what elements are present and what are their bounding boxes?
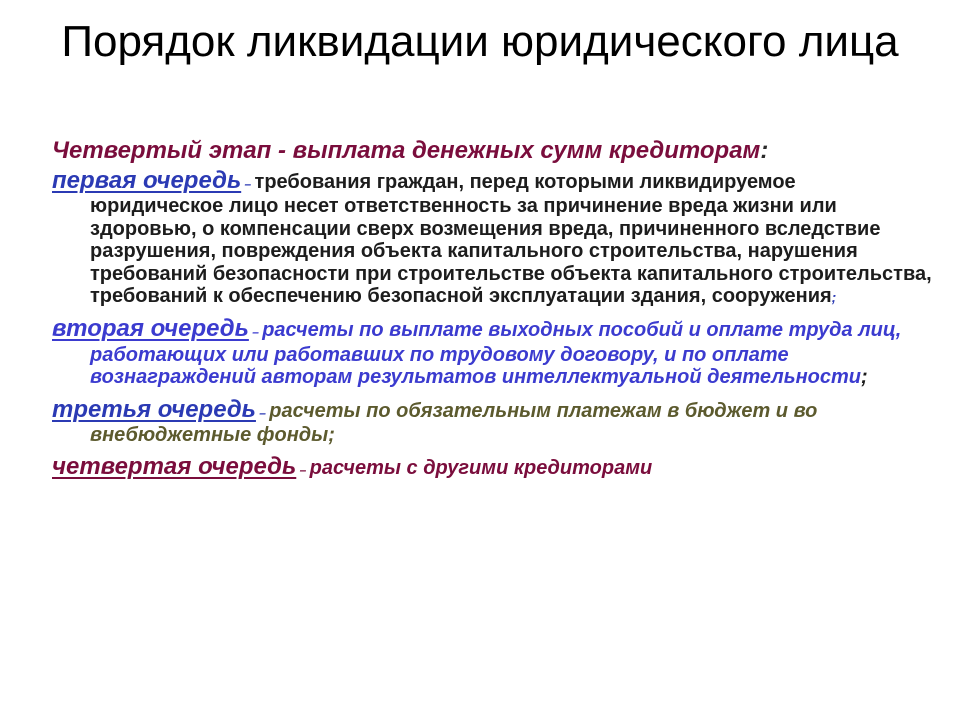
queue-dash-second: – — [248, 325, 263, 340]
queue-label-third: третья очередь — [52, 395, 256, 423]
queue-label-first: первая очередь — [52, 167, 242, 194]
stage-heading-colon: : — [760, 137, 769, 164]
queue-end-second: ; — [861, 366, 868, 389]
queue-item-third — [52, 395, 932, 447]
queue-end-first: ; — [831, 289, 837, 306]
queue-item-fourth — [52, 453, 932, 481]
queue-text-fourth: расчеты с другими кредиторами — [309, 457, 653, 480]
stage-heading — [52, 134, 932, 168]
queue-label-fourth: четвертая очередь — [52, 453, 297, 481]
queue-dash-first: – — [241, 177, 255, 191]
queue-item-first — [52, 167, 932, 308]
queue-end-third: ; — [328, 424, 335, 447]
stage-heading-text: Четвертый этап - выплата денежных сумм кредиторам — [52, 137, 761, 164]
queue-text-second: расчеты по выплате выходных пособий и оплате труда лиц, работающих или работавших по трудовому договору, и по оплате вознаграждений авторам результатов интеллектуальной деятельности — [90, 319, 902, 389]
queue-item-second — [52, 315, 932, 389]
queue-text-third: расчеты по обязательным платежам в бюджет и во внебюджетные фонды — [90, 399, 818, 447]
queue-label-second: вторая очередь — [52, 315, 249, 343]
queue-text-first: требования граждан, перед которыми ликвидируемое юридическое лицо несет ответственность за причинение вреда жизни или здоровью, о компенсации сверх возмещения вреда, причиненного вследствие разрушения, повреждения объекта капитального строительства, нарушения требований безопасности при строительстве объекта капитального строительства, требований к обеспечению безопасной эксплуатации здания, сооружения — [90, 171, 932, 308]
slide-title: Порядок ликвидации юридического лица — [61, 17, 899, 66]
slide-content — [52, 134, 932, 492]
queue-dash-third: – — [255, 405, 270, 420]
queue-dash-fourth: – — [296, 463, 310, 478]
